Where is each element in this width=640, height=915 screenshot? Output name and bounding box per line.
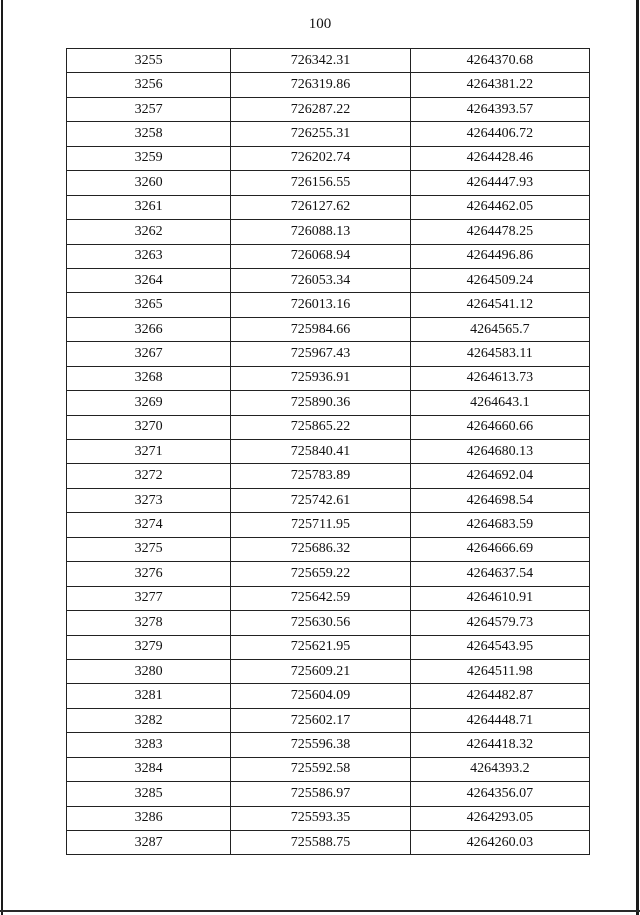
point-number-cell: 3270: [67, 415, 231, 439]
point-number-cell: 3255: [67, 49, 231, 73]
table-row: [67, 293, 590, 317]
y-coordinate-cell: 4264418.32: [410, 733, 589, 757]
table-row: [67, 782, 590, 806]
table-row: [67, 317, 590, 341]
y-coordinate-cell: 4264406.72: [410, 122, 589, 146]
y-coordinate-cell: 4264692.04: [410, 464, 589, 488]
point-number-cell: 3265: [67, 293, 231, 317]
x-coordinate-cell: 725984.66: [231, 317, 410, 341]
y-coordinate-cell: 4264393.2: [410, 757, 589, 781]
point-number-cell: 3257: [67, 97, 231, 121]
point-number-cell: 3282: [67, 708, 231, 732]
x-coordinate-cell: 726068.94: [231, 244, 410, 268]
table-row: [67, 611, 590, 635]
table-row: [67, 195, 590, 219]
x-coordinate-cell: 725588.75: [231, 831, 410, 855]
table-row: [67, 342, 590, 366]
y-coordinate-cell: 4264680.13: [410, 440, 589, 464]
table-row: [67, 171, 590, 195]
x-coordinate-cell: 726088.13: [231, 220, 410, 244]
x-coordinate-cell: 726255.31: [231, 122, 410, 146]
table-row: [67, 684, 590, 708]
point-number-cell: 3259: [67, 146, 231, 170]
point-number-cell: 3281: [67, 684, 231, 708]
point-number-cell: 3273: [67, 488, 231, 512]
x-coordinate-cell: 725865.22: [231, 415, 410, 439]
y-coordinate-cell: 4264565.7: [410, 317, 589, 341]
point-number-cell: 3266: [67, 317, 231, 341]
x-coordinate-cell: 725621.95: [231, 635, 410, 659]
point-number-cell: 3285: [67, 782, 231, 806]
x-coordinate-cell: 726319.86: [231, 73, 410, 97]
table-row: [67, 146, 590, 170]
point-number-cell: 3262: [67, 220, 231, 244]
point-number-cell: 3261: [67, 195, 231, 219]
point-number-cell: 3260: [67, 171, 231, 195]
x-coordinate-cell: 726202.74: [231, 146, 410, 170]
x-coordinate-cell: 725602.17: [231, 708, 410, 732]
x-coordinate-cell: 725711.95: [231, 513, 410, 537]
table-row: [67, 73, 590, 97]
y-coordinate-cell: 4264579.73: [410, 611, 589, 635]
y-coordinate-cell: 4264496.86: [410, 244, 589, 268]
x-coordinate-cell: 725840.41: [231, 440, 410, 464]
y-coordinate-cell: 4264447.93: [410, 171, 589, 195]
x-coordinate-cell: 725686.32: [231, 537, 410, 561]
x-coordinate-cell: 726127.62: [231, 195, 410, 219]
table-row: [67, 122, 590, 146]
table-row: [67, 440, 590, 464]
point-number-cell: 3276: [67, 562, 231, 586]
y-coordinate-cell: 4264448.71: [410, 708, 589, 732]
table-row: [67, 244, 590, 268]
table-row: [67, 757, 590, 781]
y-coordinate-cell: 4264583.11: [410, 342, 589, 366]
x-coordinate-cell: 725596.38: [231, 733, 410, 757]
y-coordinate-cell: 4264381.22: [410, 73, 589, 97]
point-number-cell: 3277: [67, 586, 231, 610]
page-number: 100: [308, 16, 332, 32]
table-row: [67, 659, 590, 683]
scan-edge-left: [1, 0, 3, 915]
point-number-cell: 3286: [67, 806, 231, 830]
x-coordinate-cell: 725586.97: [231, 782, 410, 806]
point-number-cell: 3256: [67, 73, 231, 97]
table-row: [67, 562, 590, 586]
scan-edge-right: [636, 0, 639, 915]
point-number-cell: 3263: [67, 244, 231, 268]
x-coordinate-cell: 725609.21: [231, 659, 410, 683]
point-number-cell: 3269: [67, 391, 231, 415]
y-coordinate-cell: 4264613.73: [410, 366, 589, 390]
table-row: [67, 391, 590, 415]
x-coordinate-cell: 726156.55: [231, 171, 410, 195]
point-number-cell: 3268: [67, 366, 231, 390]
table-row: [67, 220, 590, 244]
x-coordinate-cell: 726342.31: [231, 49, 410, 73]
y-coordinate-cell: 4264260.03: [410, 831, 589, 855]
table-row: [67, 831, 590, 855]
table-row: [67, 733, 590, 757]
x-coordinate-cell: 726287.22: [231, 97, 410, 121]
table-row: [67, 586, 590, 610]
y-coordinate-cell: 4264393.57: [410, 97, 589, 121]
coordinate-table: [66, 48, 590, 855]
x-coordinate-cell: 726053.34: [231, 268, 410, 292]
table-row: [67, 513, 590, 537]
y-coordinate-cell: 4264543.95: [410, 635, 589, 659]
table-row: [67, 366, 590, 390]
y-coordinate-cell: 4264478.25: [410, 220, 589, 244]
x-coordinate-cell: 725742.61: [231, 488, 410, 512]
y-coordinate-cell: 4264370.68: [410, 49, 589, 73]
y-coordinate-cell: 4264666.69: [410, 537, 589, 561]
point-number-cell: 3284: [67, 757, 231, 781]
point-number-cell: 3271: [67, 440, 231, 464]
x-coordinate-cell: 725630.56: [231, 611, 410, 635]
table-row: [67, 97, 590, 121]
x-coordinate-cell: 725783.89: [231, 464, 410, 488]
y-coordinate-cell: 4264698.54: [410, 488, 589, 512]
x-coordinate-cell: 725967.43: [231, 342, 410, 366]
table-row: [67, 49, 590, 73]
table-row: [67, 464, 590, 488]
y-coordinate-cell: 4264511.98: [410, 659, 589, 683]
point-number-cell: 3264: [67, 268, 231, 292]
point-number-cell: 3272: [67, 464, 231, 488]
table-row: [67, 635, 590, 659]
y-coordinate-cell: 4264610.91: [410, 586, 589, 610]
point-number-cell: 3258: [67, 122, 231, 146]
point-number-cell: 3267: [67, 342, 231, 366]
y-coordinate-cell: 4264428.46: [410, 146, 589, 170]
table-row: [67, 537, 590, 561]
coordinate-table-body: [67, 49, 590, 855]
y-coordinate-cell: 4264637.54: [410, 562, 589, 586]
point-number-cell: 3275: [67, 537, 231, 561]
y-coordinate-cell: 4264482.87: [410, 684, 589, 708]
table-row: [67, 415, 590, 439]
table-row: [67, 708, 590, 732]
table-row: [67, 268, 590, 292]
y-coordinate-cell: 4264356.07: [410, 782, 589, 806]
point-number-cell: 3283: [67, 733, 231, 757]
y-coordinate-cell: 4264643.1: [410, 391, 589, 415]
x-coordinate-cell: 725890.36: [231, 391, 410, 415]
y-coordinate-cell: 4264683.59: [410, 513, 589, 537]
y-coordinate-cell: 4264541.12: [410, 293, 589, 317]
x-coordinate-cell: 725604.09: [231, 684, 410, 708]
x-coordinate-cell: 725592.58: [231, 757, 410, 781]
scan-edge-bottom: [0, 910, 640, 912]
x-coordinate-cell: 725936.91: [231, 366, 410, 390]
point-number-cell: 3274: [67, 513, 231, 537]
point-number-cell: 3287: [67, 831, 231, 855]
y-coordinate-cell: 4264660.66: [410, 415, 589, 439]
table-row: [67, 806, 590, 830]
x-coordinate-cell: 726013.16: [231, 293, 410, 317]
point-number-cell: 3280: [67, 659, 231, 683]
y-coordinate-cell: 4264509.24: [410, 268, 589, 292]
x-coordinate-cell: 725593.35: [231, 806, 410, 830]
x-coordinate-cell: 725659.22: [231, 562, 410, 586]
point-number-cell: 3279: [67, 635, 231, 659]
x-coordinate-cell: 725642.59: [231, 586, 410, 610]
y-coordinate-cell: 4264462.05: [410, 195, 589, 219]
y-coordinate-cell: 4264293.05: [410, 806, 589, 830]
point-number-cell: 3278: [67, 611, 231, 635]
table-row: [67, 488, 590, 512]
